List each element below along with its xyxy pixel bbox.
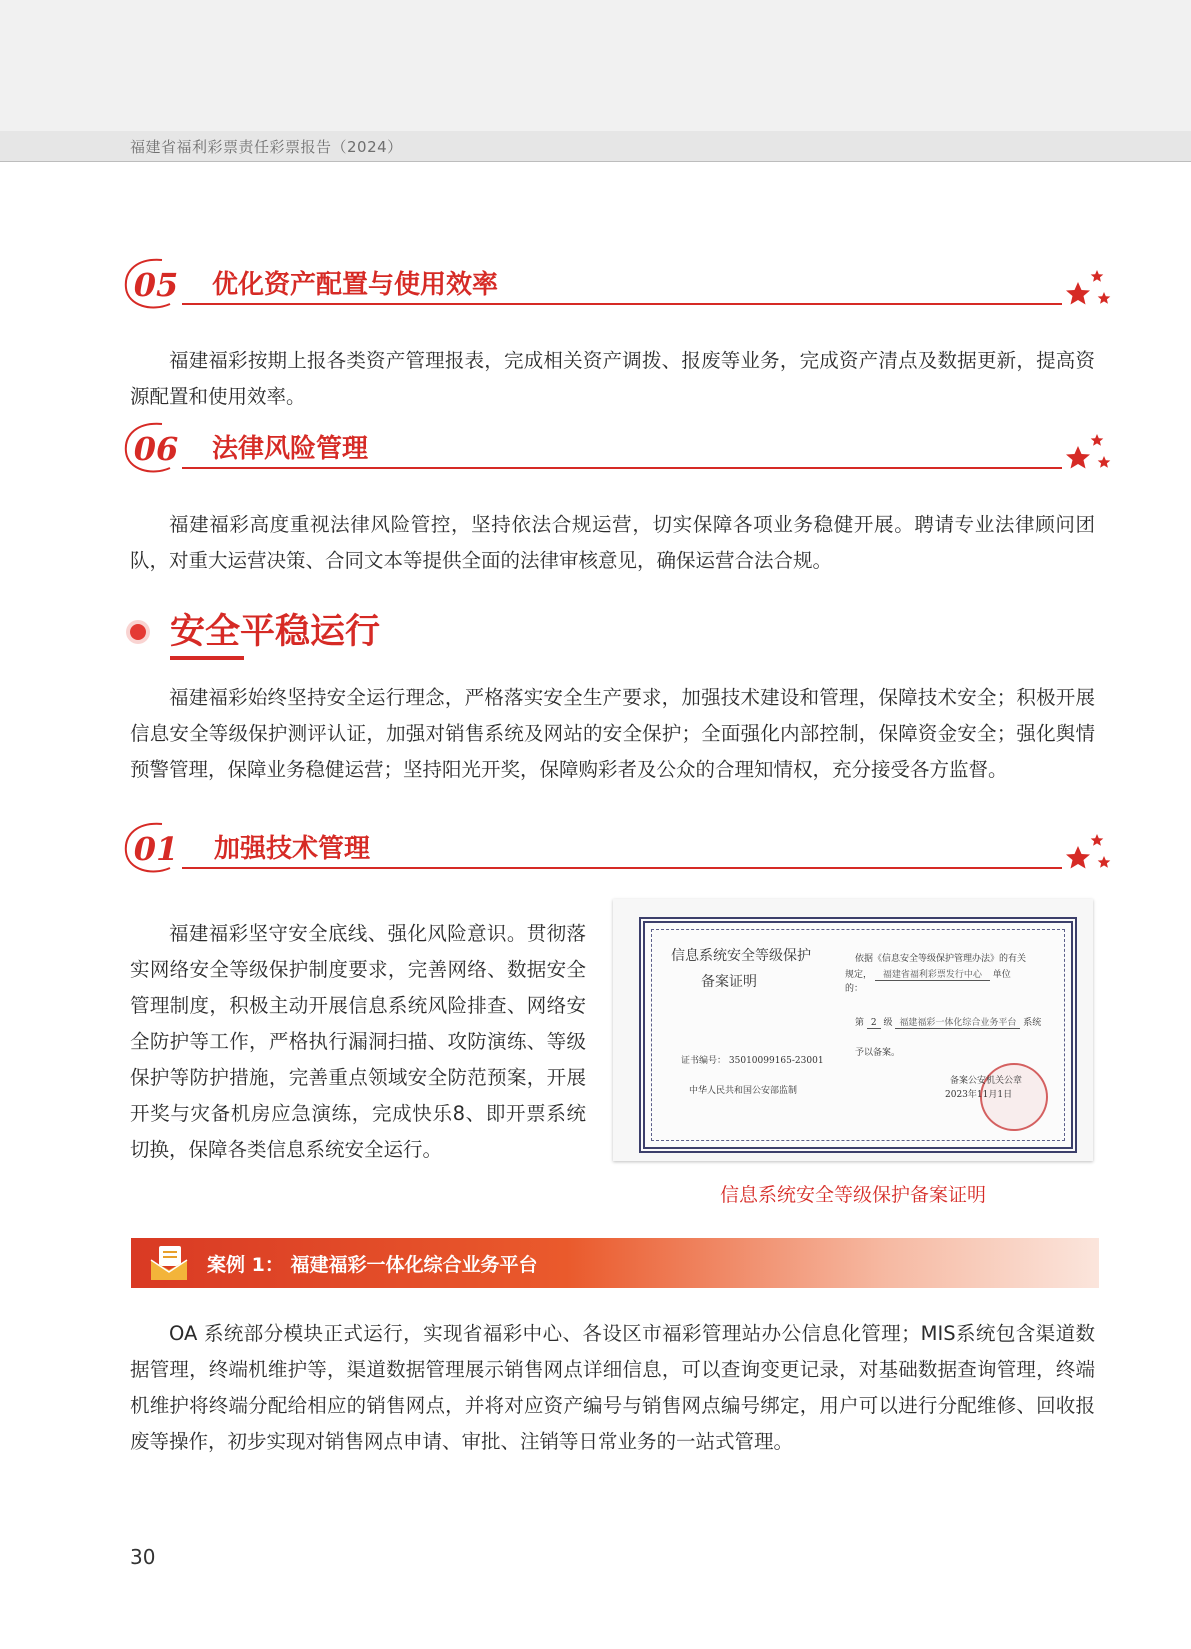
section-body: 福建福彩坚守安全底线、强化风险意识。贯彻落实网络安全等级保护制度要求，完善网络、数据安全管理制度，积极主动开展信息系统风险排查、网络安全防护等工作，严格执行漏洞扫描、攻防演练、等级保护等防护措施，完善重点领域安全防范预案，开展开奖与灾备机房应急演练，完成快乐8、即开票系统切换，保障各类信息系统安全运行。 <box>130 922 586 1161</box>
certificate-system-suffix: 系统 <box>1023 1018 1042 1028</box>
circle-number-badge-icon <box>122 256 188 314</box>
chapter-heading <box>130 604 530 664</box>
section-title: 优化资产配置与使用效率 <box>212 270 499 300</box>
section-body: 福建福彩按期上报各类资产管理报表，完成相关资产调拨、报废等业务，完成资产清点及数据更新，提高资源配置和使用效率。 <box>130 349 1095 408</box>
certificate-number-label: 证书编号： <box>681 1056 727 1066</box>
certificate-of: 的： <box>845 984 864 994</box>
report-title: 福建省福利彩票责任彩票报告（2024） <box>130 138 403 156</box>
certificate-title-1: 信息系统安全等级保护 <box>671 948 811 964</box>
section-number-badge: 01 <box>126 822 186 876</box>
case-body: OA 系统部分模块正式运行，实现省福彩中心、各设区市福彩管理站办公信息化管理；MIS系统包含渠道数据管理，终端机维护等，渠道数据管理展示销售网点详细信息，可以查询变更记录，对基础数据查询管理，终端机维护将终端分配给相应的销售网点，并将对应资产编号与销售网点编号绑定，用户可以进行分配维修、回收报废等操作，初步实现对销售网点申请、审批、注销等日常业务的一站式管理。 <box>130 1322 1095 1453</box>
section-number-badge: 05 <box>126 258 186 312</box>
certificate-issuer: 中华人民共和国公安部监制 <box>689 1086 798 1096</box>
top-band <box>0 0 1191 131</box>
red-dot-icon <box>130 624 146 640</box>
running-header <box>0 131 1191 162</box>
circle-number-badge-icon <box>122 820 188 878</box>
certificate-frame <box>639 917 1077 1153</box>
section-rule <box>182 303 1062 305</box>
certificate-system: 福建福彩一体化综合业务平台 <box>895 1018 1020 1029</box>
certificate-basis: 依据《信息安全等级保护管理办法》的有关 <box>855 954 1027 964</box>
section-heading-05 <box>126 258 1111 318</box>
chapter-intro: 福建福彩始终坚持安全运行理念，严格落实安全生产要求，加强技术建设和管理，保障技术安全；积极开展信息安全等级保护测评认证，加强对销售系统及网站的安全保护；全面强化内部控制，保障资金安全；强化舆情预警管理，保障业务稳健运营；坚持阳光开奖，保障购彩者及公众的合理知情权，充分接受各方监督。 <box>130 686 1095 781</box>
certificate-stamp-org: 备案公安机关公章 <box>950 1076 1023 1086</box>
section-body: 福建福彩高度重视法律风险管控，坚持依法合规运营，切实保障各项业务稳健开展。聘请专业法律顾问团队，对重大运营决策、合同文本等提供全面的法律审核意见，确保运营合法合规。 <box>130 513 1095 572</box>
certificate-image <box>613 899 1093 1161</box>
star-cluster-icon <box>1064 832 1116 876</box>
certificate-level-suffix: 级 <box>883 1018 893 1028</box>
certificate-org: 福建省福利彩票发行中心 <box>875 970 990 981</box>
certificate-caption: 信息系统安全等级保护备案证明 <box>719 1184 986 1206</box>
circle-number-badge-icon <box>122 420 188 478</box>
certificate-approved: 予以备案。 <box>855 1048 901 1058</box>
certificate-rule: 规定， <box>845 970 873 980</box>
certificate-stamp-date: 2023年11月1日 <box>945 1090 1013 1100</box>
certificate-title-2: 备案证明 <box>701 974 757 990</box>
certificate-number: 35010099165-23001 <box>728 1056 824 1066</box>
section-title: 加强技术管理 <box>214 834 371 864</box>
section-heading-01 <box>126 822 1111 882</box>
certificate-level: 2 <box>867 1018 881 1029</box>
section-number-badge: 06 <box>126 422 186 476</box>
section-rule <box>182 867 1062 869</box>
case-banner <box>131 1238 1099 1288</box>
section-title: 法律风险管理 <box>212 434 369 464</box>
certificate-unit: 单位 <box>992 970 1011 980</box>
document-case-icon <box>149 1244 189 1282</box>
chapter-title: 安全平稳运行 <box>170 612 381 652</box>
chapter-underline <box>170 656 244 660</box>
case-label: 案例 1： 福建福彩一体化综合业务平台 <box>207 1254 538 1276</box>
section-heading-06 <box>126 422 1111 482</box>
certificate-level-prefix: 第 <box>855 1018 865 1028</box>
star-cluster-icon <box>1064 432 1116 476</box>
section-rule <box>182 467 1062 469</box>
page-number: 30 <box>130 1545 156 1569</box>
star-cluster-icon <box>1064 268 1116 312</box>
